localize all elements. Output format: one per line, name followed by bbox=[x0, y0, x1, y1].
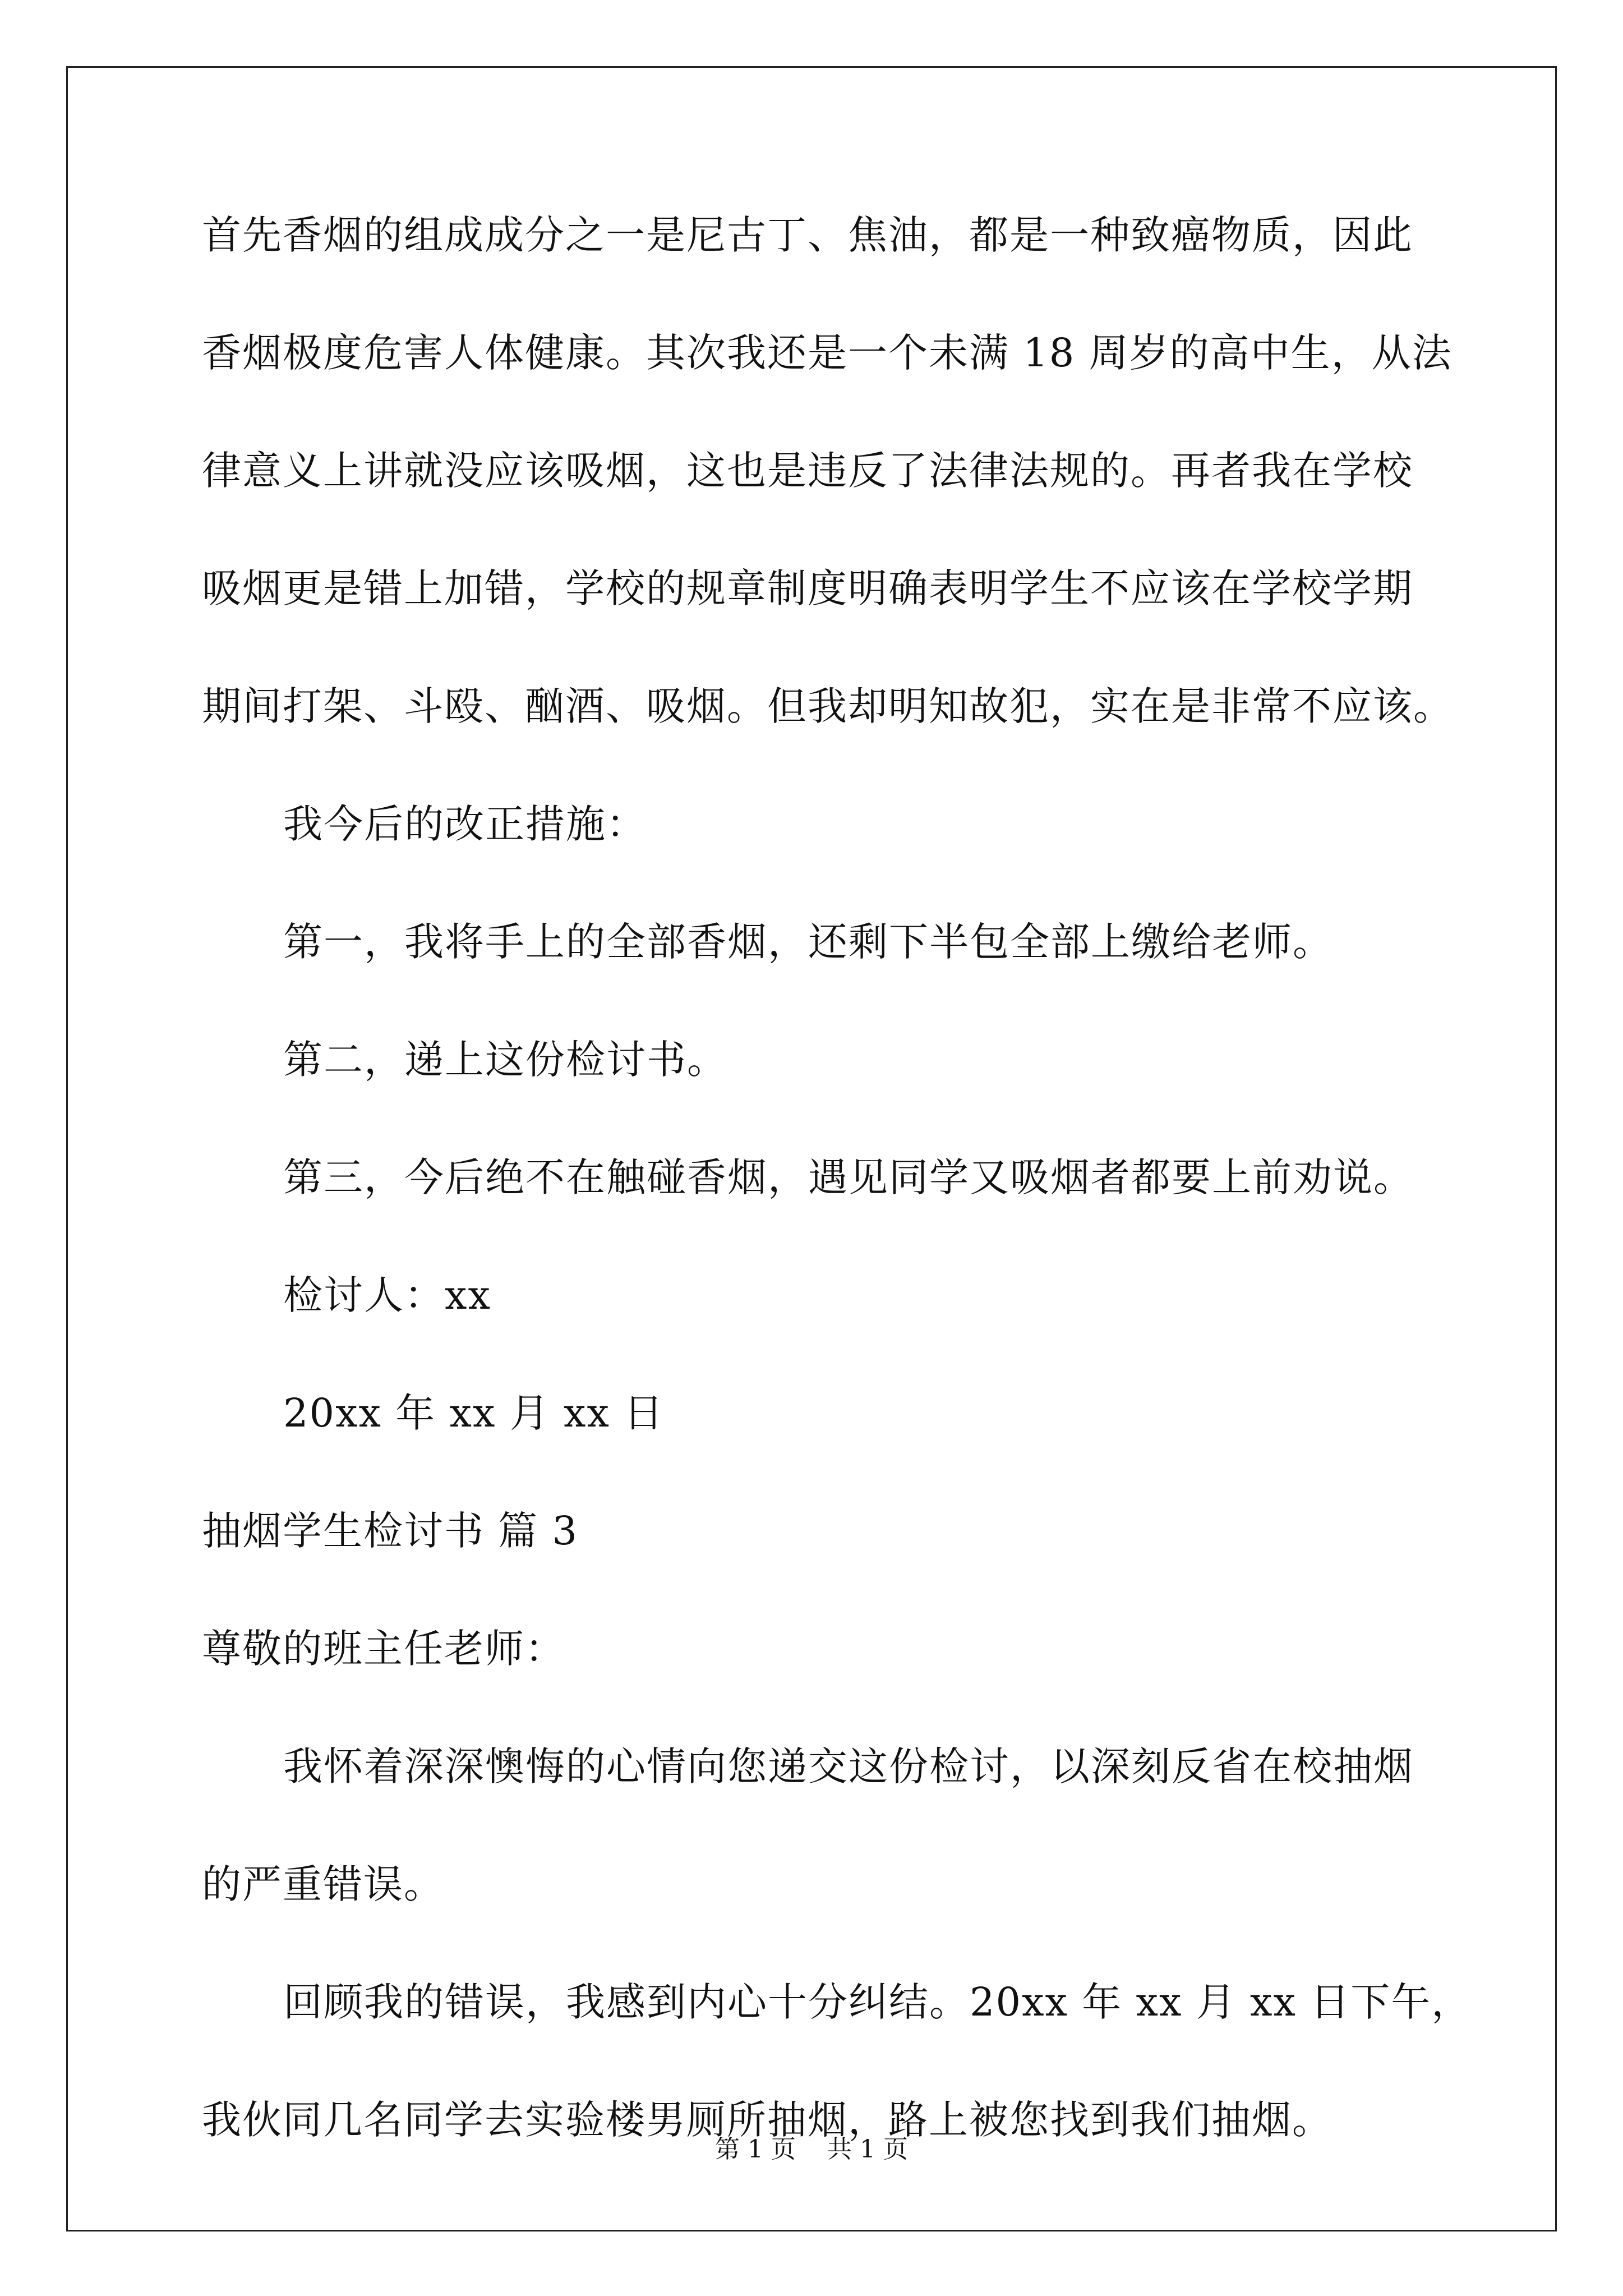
document-body bbox=[202, 212, 1472, 2218]
text-line: 的严重错误。 bbox=[202, 1861, 444, 1907]
text-line: 20xx 年 xx 月 xx 日 bbox=[283, 1390, 665, 1436]
page-footer bbox=[0, 2137, 1623, 2162]
text-line: 检讨人：xx bbox=[283, 1272, 491, 1318]
text-line: 尊敬的班主任老师： bbox=[202, 1626, 565, 1672]
text-line: 香烟极度危害人体健康。其次我还是一个未满 18 周岁的高中生，从法 bbox=[202, 330, 1453, 376]
text-line: 吸烟更是错上加错，学校的规章制度明确表明学生不应该在学校学期 bbox=[202, 565, 1413, 611]
page-number-total: 共 1 页 bbox=[827, 2135, 908, 2164]
text-line: 我怀着深深懊悔的心情向您递交这份检讨，以深刻反省在校抽烟 bbox=[283, 1743, 1414, 1789]
text-line: 抽烟学生检讨书 篇 3 bbox=[202, 1508, 579, 1554]
text-line: 首先香烟的组成成分之一是尼古丁、焦油，都是一种致癌物质，因此 bbox=[202, 212, 1413, 258]
text-line: 第一，我将手上的全部香烟，还剩下半包全部上缴给老师。 bbox=[283, 919, 1333, 965]
text-line: 律意义上讲就没应该吸烟，这也是违反了法律法规的。再者我在学校 bbox=[202, 448, 1413, 494]
text-line: 我今后的改正措施： bbox=[283, 801, 647, 847]
page-number-current: 第 1 页 bbox=[715, 2135, 796, 2164]
text-line: 我伙同几名同学去实验楼男厕所抽烟，路上被您找到我们抽烟。 bbox=[202, 2097, 1332, 2143]
text-line: 回顾我的错误，我感到内心十分纠结。20xx 年 xx 月 xx 日下午， bbox=[283, 1979, 1472, 2025]
text-line: 期间打架、斗殴、酗酒、吸烟。但我却明知故犯，实在是非常不应该。 bbox=[202, 683, 1454, 729]
text-line: 第二，递上这份检讨书。 bbox=[283, 1037, 727, 1083]
text-line: 第三，今后绝不在触碰香烟，遇见同学又吸烟者都要上前劝说。 bbox=[283, 1154, 1414, 1200]
